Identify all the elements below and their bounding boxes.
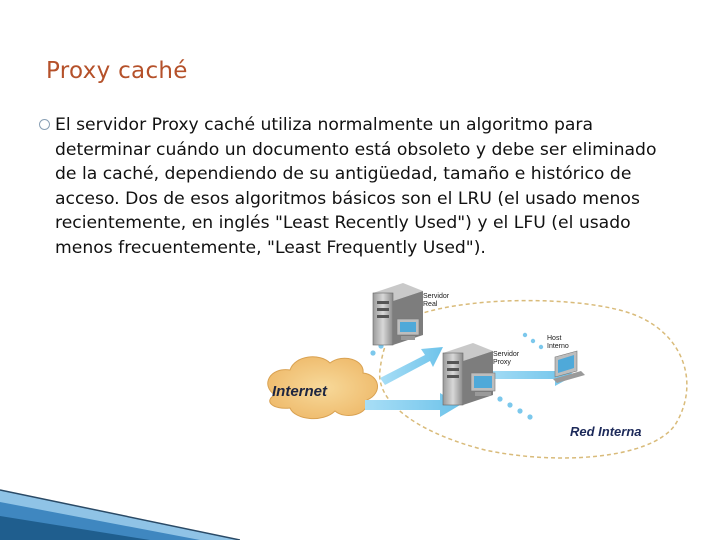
label-servidor-proxy	[493, 351, 519, 367]
label-host-interno-line2: Interno	[547, 343, 569, 350]
label-servidor-proxy-line2: Proxy	[493, 359, 511, 366]
slide-body	[55, 113, 675, 261]
label-host-interno	[547, 335, 569, 351]
label-servidor-real-line1: Servidor	[423, 293, 450, 300]
slide-title: Proxy caché	[46, 58, 188, 84]
server-real-icon	[373, 283, 423, 345]
label-internet: Internet	[272, 383, 328, 400]
body-paragraph: El servidor Proxy caché utiliza normalmente un algoritmo para determinar cuándo un documento está obsoleto y debe ser eliminado de la caché, dependiendo de su antigüedad, tamaño e histórico de acceso. Dos de esos algoritmos básicos son el LRU (el usado menos recientemente, en inglés "Least Recently Used") y el LFU (el usado menos frecuentemente, "Least Frequently Used").	[55, 115, 657, 258]
corner-decoration	[0, 450, 240, 540]
label-servidor-real	[423, 293, 449, 309]
bullet-icon	[39, 119, 50, 130]
monitor-host-icon	[553, 351, 585, 383]
label-red-interna: Red Interna	[570, 424, 642, 439]
diagram-graphics	[255, 275, 695, 475]
proxy-network-diagram	[255, 275, 695, 475]
label-servidor-real-line2: Real	[423, 301, 438, 308]
label-host-interno-line1: Host	[547, 335, 562, 342]
label-servidor-proxy-line1: Servidor	[493, 351, 520, 358]
